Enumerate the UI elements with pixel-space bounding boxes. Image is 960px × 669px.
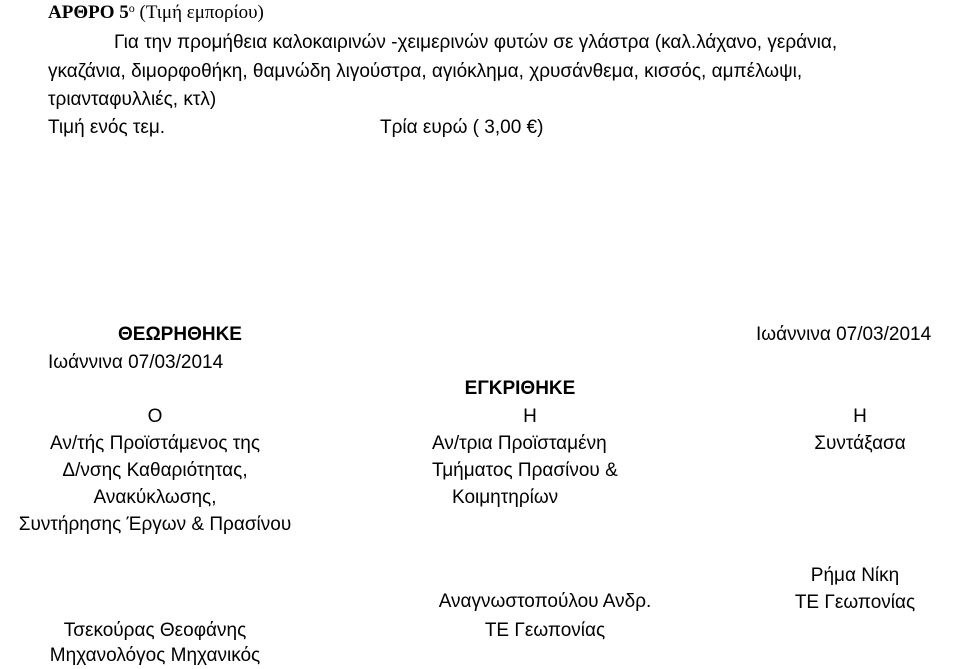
unit-label: Τιμή ενός τεμ. — [48, 117, 166, 138]
article-heading-subtitle: (Τιμή εμπορίου) — [134, 2, 264, 23]
article-heading-sup: ο — [128, 1, 135, 15]
middle-signatory-line1: Αν/τρια Προϊσταμένη — [432, 433, 607, 454]
reviewed-title — [60, 321, 300, 348]
approved-title — [420, 375, 620, 402]
article-desc-line1: Για την προμήθεια καλοκαιρινών -χειμερινών φυτών σε γλάστρα (καλ.λάχανο, γεράνια, — [114, 32, 838, 53]
middle-signatory-name: Αναγνωστοπούλου Ανδρ. — [438, 591, 652, 612]
article-heading-number: ΑΡΘΡΟ 5 — [48, 2, 129, 23]
left-signatory-title: Μηχανολόγος Μηχανικός — [49, 645, 261, 666]
right-place-date: Ιωάννινα 07/03/2014 — [756, 324, 932, 345]
right-signatory-title: ΤΕ Γεωπονίας — [794, 592, 916, 613]
middle-signatory-line3: Κοιμητηρίων — [452, 487, 559, 508]
article-desc-line2: γκαζάνια, διμορφοθήκη, θαμνώδη λιγούστρα, αγιόκλημα, χρυσάνθεμα, κισσός, αμπέλωψι, — [48, 61, 803, 82]
left-signatory-line3: Ανακύκλωσης, — [93, 487, 217, 508]
left-signatory-name: Τσεκούρας Θεοφάνης — [63, 620, 247, 641]
middle-signatory-line2: Τμήματος Πρασίνου & — [432, 460, 618, 481]
unit-price: Τρία ευρώ ( 3,00 €) — [380, 117, 544, 138]
article-heading — [48, 0, 264, 26]
right-signatory-name: Ρήμα Νίκη — [810, 565, 900, 586]
middle-signatory-title: ΤΕ Γεωπονίας — [484, 620, 606, 641]
left-signatory-line4: Συντήρησης Έργων & Πρασίνου — [18, 514, 292, 535]
left-signatory-article: Ο — [147, 406, 163, 427]
article-desc-line3: τριανταφυλλιές, κτλ) — [48, 89, 217, 110]
reviewed-place-date: Ιωάννινα 07/03/2014 — [48, 352, 224, 373]
reviewed-title-text: ΘΕΩΡΗΘΗΚΕ — [118, 324, 242, 345]
middle-signatory-article: Η — [523, 406, 537, 427]
left-signatory-line1: Αν/τής Προϊστάμενος της — [49, 433, 261, 454]
approved-title-text: ΕΓΚΡΙΘΗΚΕ — [464, 378, 576, 399]
right-signatory-article: Η — [853, 406, 867, 427]
left-signatory-line2: Δ/νσης Καθαριότητας, — [62, 460, 248, 481]
right-signatory-line1: Συντάξασα — [814, 433, 906, 454]
